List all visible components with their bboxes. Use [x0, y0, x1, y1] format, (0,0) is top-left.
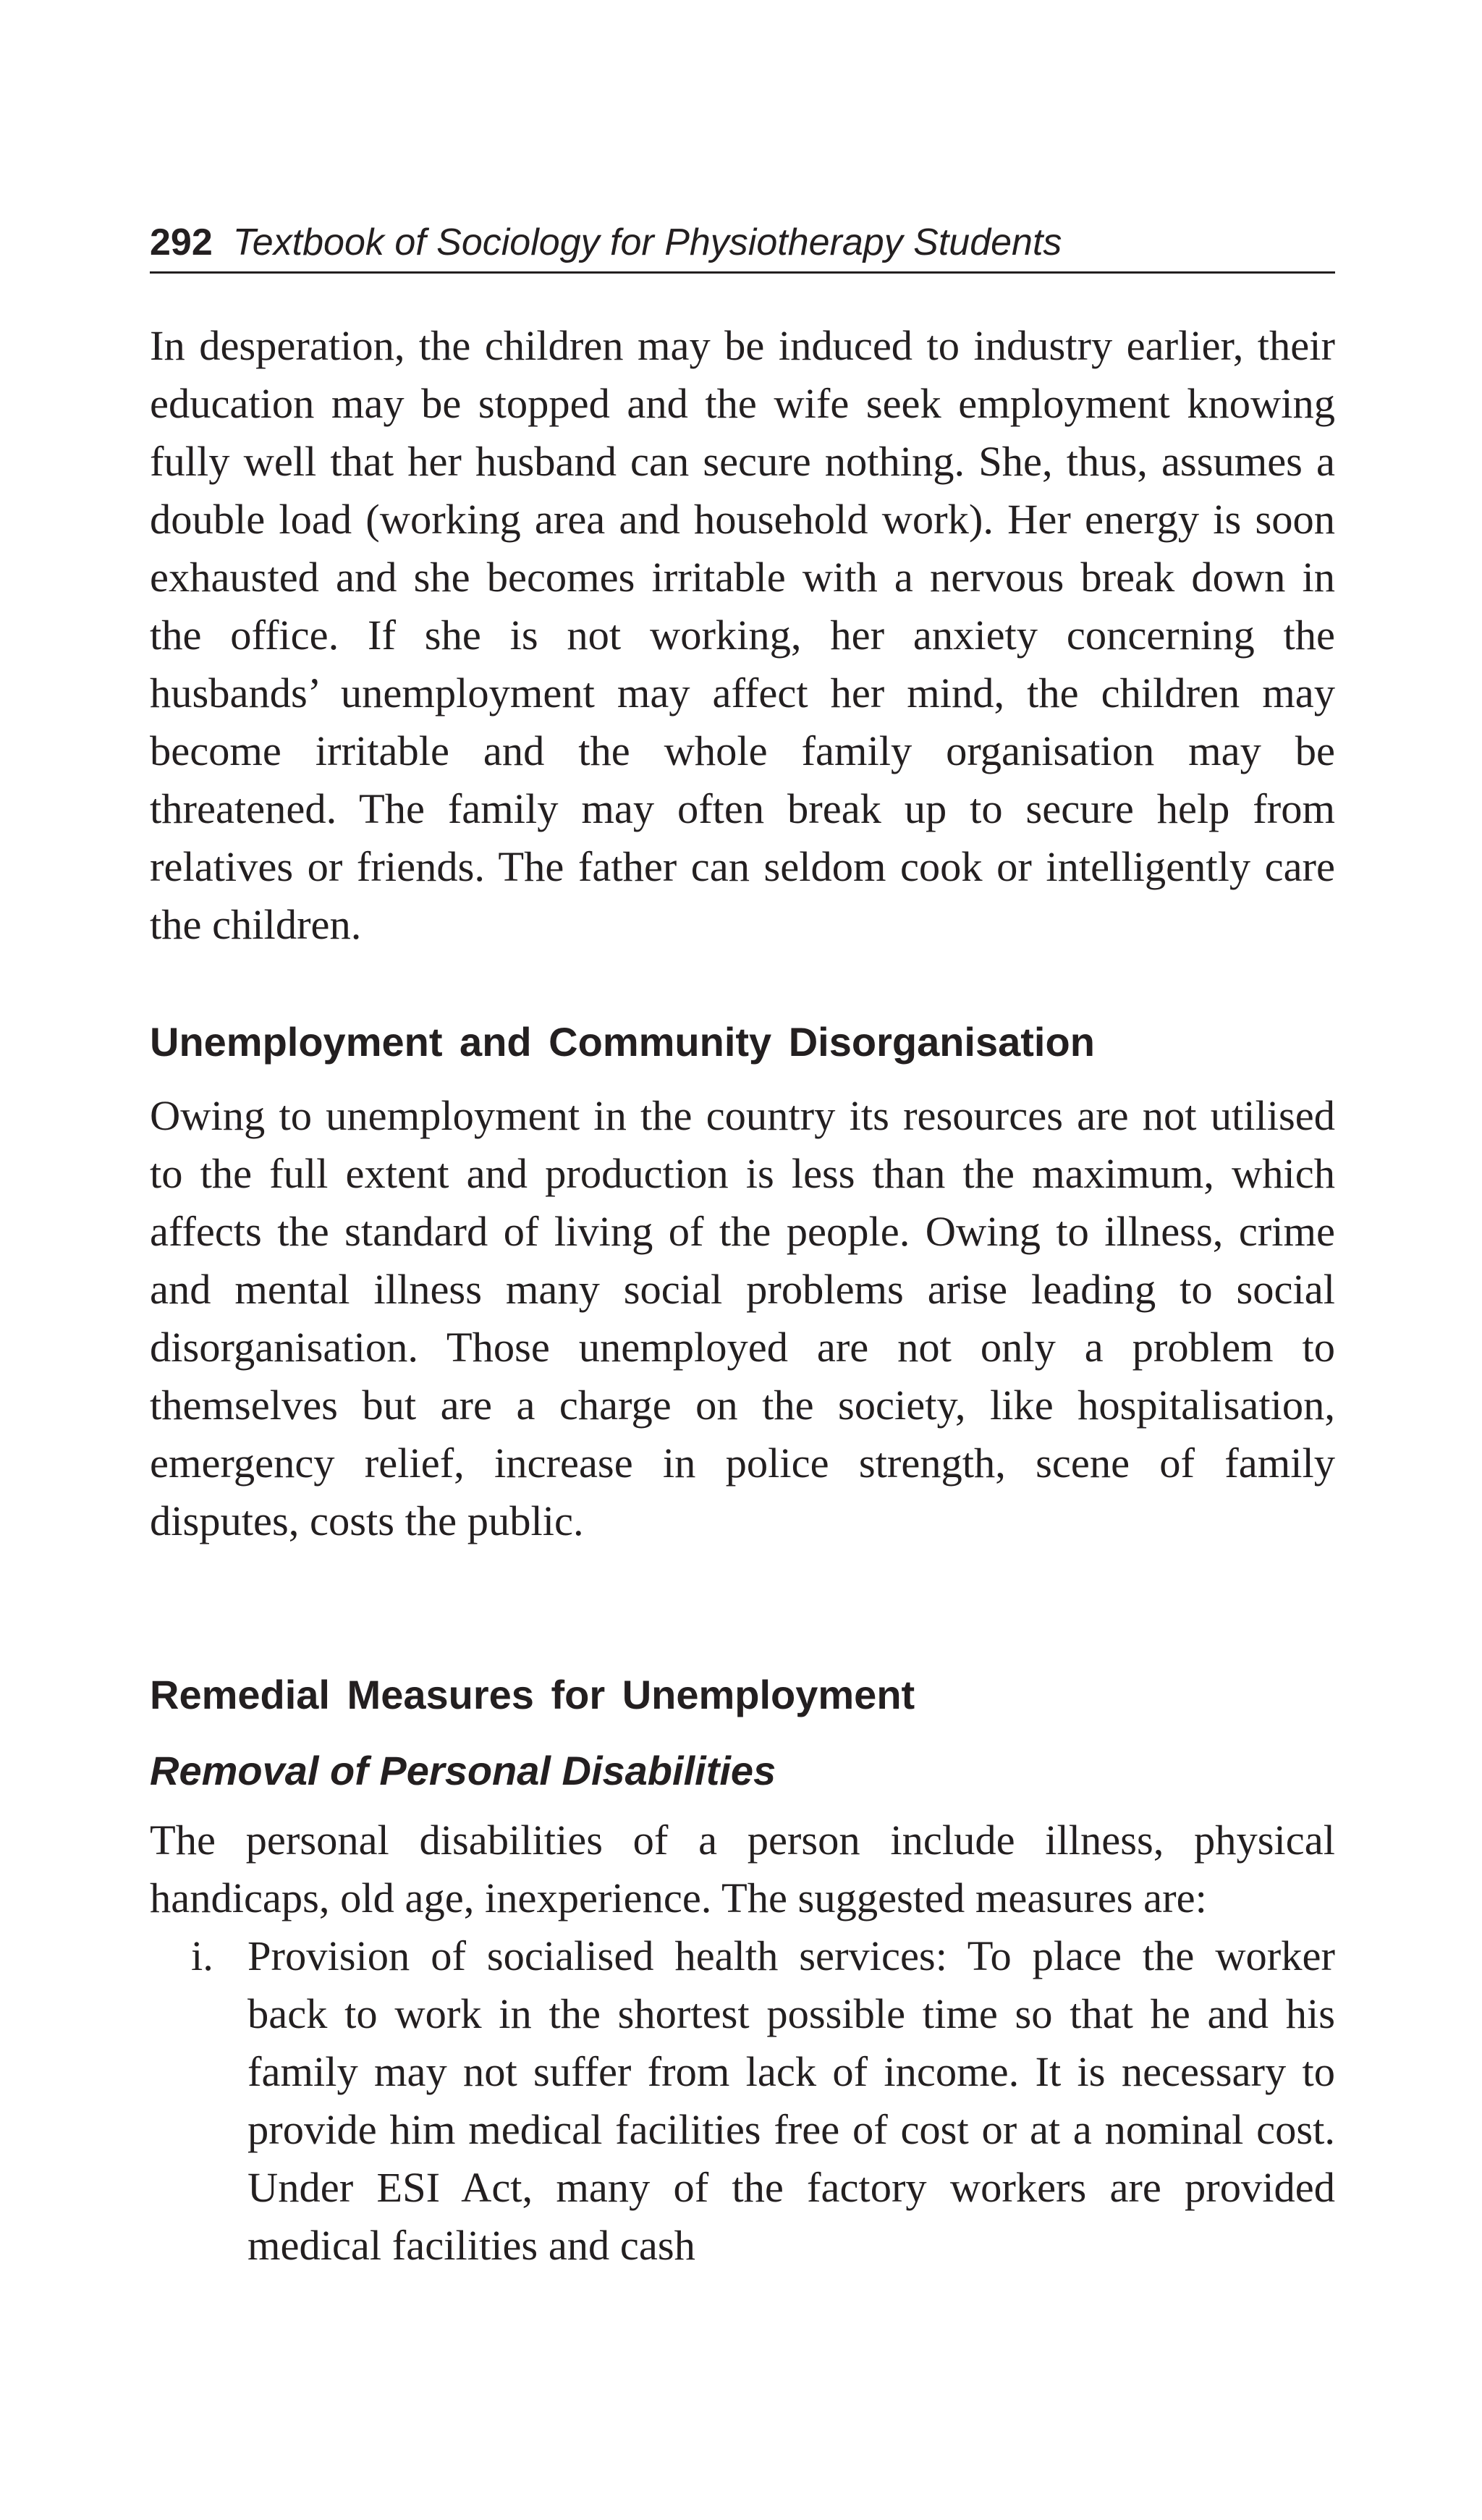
- book-title: Textbook of Sociology for Physiotherapy Students: [232, 221, 1062, 263]
- section-heading-remedial-measures: Remedial Measures for Unemployment: [150, 1672, 915, 1717]
- list-item-text: Provision of socialised health services: To place the worker back to work in the shortest possible time so that he and his family may not suffer from lack of income. It is necessary to provide him medical facilities free of cost or at a nominal cost. Under ESI Act, many of the factory workers are provided medical facilities and cash: [247, 1932, 1335, 2269]
- list-item: [150, 1927, 1335, 2275]
- paragraph-family-impact: In desperation, the children may be induced to industry earlier, their education may be stopped and the wife seek employment knowing fully well that her husband can secure nothing. She, thus, assumes a double load (working area and household work). Her energy is soon exhausted and she becomes irritable with a nervous break down in the office. If she is not working, her anxiety concerning the husbands’ unemployment may affect her mind, the children may become irritable and the whole family organisation may be threatened. The family may often break up to secure help from relatives or friends. The father can seldom cook or intelligently care the children.: [150, 322, 1335, 948]
- paragraph-community-disorganisation: Owing to unemployment in the country its resources are not utilised to the full extent and production is less than the maximum, which affects the standard of living of the people. Owing to illness, crime and mental illness many social problems arise leading to social disorganisation. Those unemployed are not only a problem to themselves but are a charge on the society, like hospitalisation, emergency relief, increase in police strength, scene of family disputes, costs the public.: [150, 1092, 1335, 1544]
- running-head: [150, 217, 1335, 274]
- paragraph-personal-disabilities-intro: The personal disabilities of a person include illness, physical handicaps, old age, inexperience. The suggested measures are:: [150, 1817, 1335, 1921]
- list-item-marker: i.: [191, 1932, 213, 1979]
- section-heading-community-disorganisation: Unemployment and Community Disorganisation: [150, 1019, 1095, 1065]
- measures-list: [150, 1927, 1335, 2275]
- page-number: 292: [150, 221, 213, 263]
- subheading-personal-disabilities: Removal of Personal Disabilities: [150, 1748, 776, 1793]
